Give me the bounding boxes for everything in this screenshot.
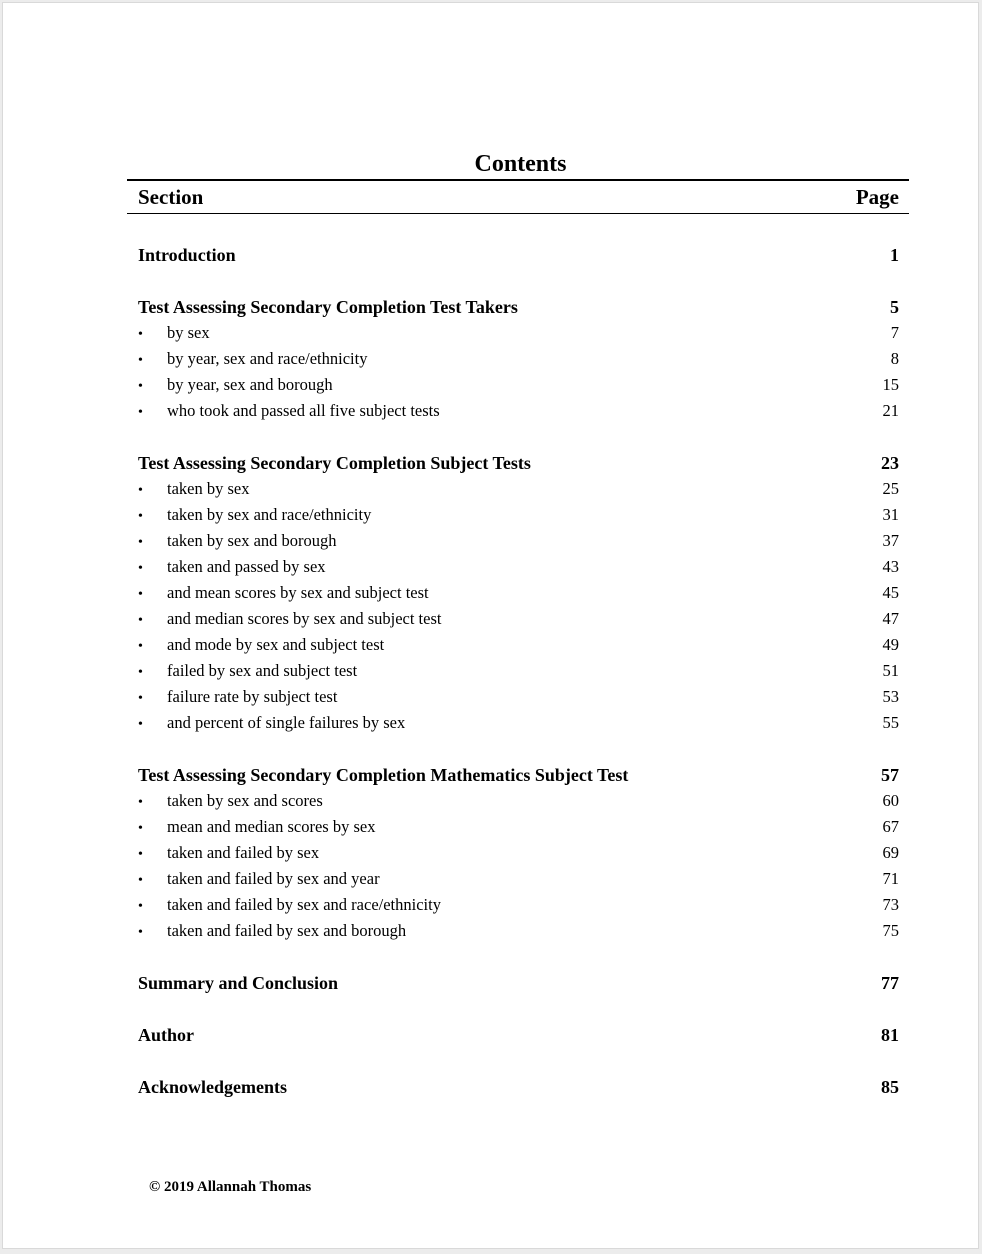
bullet-icon: •: [138, 639, 143, 654]
toc-section-row[interactable]: [127, 762, 909, 788]
section-spacer: [127, 1048, 909, 1074]
toc-entry[interactable]: [127, 476, 909, 502]
toc-entry-left: [138, 372, 333, 400]
page-column-header: Page: [855, 184, 899, 209]
toc-entry-page-number: 7: [890, 323, 899, 342]
toc-entry-page-number: 73: [882, 895, 899, 914]
section-page-number: 85: [881, 1077, 899, 1097]
bullet-icon: •: [138, 665, 143, 680]
document-page: [2, 2, 979, 1249]
page-title: Contents: [474, 151, 567, 177]
toc-entry-page-number: 43: [882, 557, 899, 576]
bullet-icon: •: [138, 795, 143, 810]
bullet-icon: •: [138, 535, 143, 550]
toc-entry-left: [138, 398, 440, 426]
bullet-icon: •: [138, 587, 143, 602]
toc-entry[interactable]: [127, 346, 909, 372]
toc-entry-label: failed by sex and subject test: [167, 661, 358, 680]
toc-section-row[interactable]: [127, 294, 909, 320]
toc-entry-left: [138, 892, 441, 920]
toc-entry-left: [138, 502, 371, 530]
toc-entry-label: by year, sex and race/ethnicity: [167, 349, 368, 368]
toc-entry-left: [138, 658, 357, 686]
toc-entry[interactable]: [127, 528, 909, 554]
toc-section: [127, 450, 909, 736]
bullet-icon: •: [138, 821, 143, 836]
section-title: Acknowledgements: [138, 1077, 287, 1097]
toc-section: [127, 1074, 909, 1100]
toc-entry-page-number: 71: [882, 869, 899, 888]
section-page-number: 5: [890, 297, 899, 317]
toc-entry-page-number: 25: [882, 479, 899, 498]
bullet-icon: •: [138, 483, 143, 498]
toc-entry-left: [138, 320, 210, 348]
toc-entry-left: [138, 554, 326, 582]
toc-entry[interactable]: [127, 892, 909, 918]
toc-entry-label: taken and failed by sex and borough: [167, 921, 407, 940]
section-page-number: 1: [890, 245, 899, 265]
toc-entry-left: [138, 580, 429, 608]
toc-entry-page-number: 31: [882, 505, 899, 524]
toc-entry-label: taken by sex and scores: [167, 791, 323, 810]
toc-entry-label: by year, sex and borough: [167, 375, 333, 394]
toc-entry-label: mean and median scores by sex: [167, 817, 376, 836]
copyright-notice: © 2019 Allannah Thomas: [149, 1179, 312, 1195]
bullet-icon: •: [138, 613, 143, 628]
bullet-icon: •: [138, 327, 143, 342]
section-spacer: [127, 268, 909, 294]
toc-entry[interactable]: [127, 684, 909, 710]
toc-entry-left: [138, 632, 384, 660]
toc-entry-label: and mean scores by sex and subject test: [167, 583, 429, 602]
toc-entry[interactable]: [127, 502, 909, 528]
toc-entry-page-number: 47: [882, 609, 899, 628]
toc-entry-page-number: 69: [882, 843, 899, 862]
toc-entry-left: [138, 918, 406, 946]
toc-section: [127, 242, 909, 268]
section-page-number: 77: [881, 973, 899, 993]
table-of-contents: [127, 149, 909, 1100]
toc-entry[interactable]: [127, 788, 909, 814]
toc-section: [127, 970, 909, 996]
toc-section-row[interactable]: [127, 970, 909, 996]
toc-entry-label: and mode by sex and subject test: [167, 635, 385, 654]
toc-section: [127, 762, 909, 944]
toc-entry[interactable]: [127, 918, 909, 944]
toc-entry[interactable]: [127, 658, 909, 684]
toc-entry-label: taken and failed by sex and race/ethnicity: [167, 895, 441, 914]
toc-entry-label: taken by sex and race/ethnicity: [167, 505, 372, 524]
toc-entry-page-number: 51: [882, 661, 899, 680]
toc-entry-label: taken by sex: [167, 479, 250, 498]
bullet-icon: •: [138, 873, 143, 888]
toc-entry-left: [138, 788, 323, 816]
toc-entry-page-number: 67: [882, 817, 899, 836]
section-spacer: [127, 214, 909, 242]
toc-entry-page-number: 37: [882, 531, 899, 550]
toc-entry-left: [138, 528, 337, 556]
section-spacer: [127, 944, 909, 970]
toc-entry-page-number: 55: [882, 713, 899, 732]
toc-section-row[interactable]: [127, 450, 909, 476]
section-spacer: [127, 736, 909, 762]
bullet-icon: •: [138, 847, 143, 862]
toc-entry-page-number: 15: [882, 375, 899, 394]
bullet-icon: •: [138, 925, 143, 940]
toc-entry[interactable]: [127, 606, 909, 632]
toc-entry-left: [138, 606, 441, 634]
bullet-icon: •: [138, 379, 143, 394]
section-title: Summary and Conclusion: [138, 973, 339, 993]
toc-entry-page-number: 60: [882, 791, 899, 810]
toc-entry-label: and percent of single failures by sex: [167, 713, 406, 732]
toc-entry-left: [138, 866, 380, 894]
toc-body: [127, 214, 909, 1100]
toc-section: [127, 1022, 909, 1048]
toc-entry-left: [138, 840, 319, 868]
bullet-icon: •: [138, 353, 143, 368]
toc-entry-left: [138, 346, 367, 374]
toc-entry-page-number: 45: [882, 583, 899, 602]
toc-entry-label: taken and failed by sex and year: [167, 869, 380, 888]
toc-entry[interactable]: [127, 398, 909, 424]
toc-entry-label: taken and passed by sex: [167, 557, 326, 576]
bullet-icon: •: [138, 691, 143, 706]
bullet-icon: •: [138, 405, 143, 420]
toc-entry[interactable]: [127, 866, 909, 892]
toc-entry-page-number: 75: [882, 921, 899, 940]
toc-entry[interactable]: [127, 554, 909, 580]
section-spacer: [127, 424, 909, 450]
toc-entry[interactable]: [127, 814, 909, 840]
toc-entry-page-number: 21: [882, 401, 899, 420]
toc-entry[interactable]: [127, 840, 909, 866]
bullet-icon: •: [138, 899, 143, 914]
section-spacer: [127, 996, 909, 1022]
section-title: Author: [138, 1025, 195, 1045]
toc-entry-page-number: 8: [890, 349, 899, 368]
toc-entry-label: taken by sex and borough: [167, 531, 337, 550]
toc-entry-left: [138, 684, 337, 712]
section-page-number: 23: [881, 453, 899, 473]
bullet-icon: •: [138, 717, 143, 732]
toc-header: [127, 179, 909, 214]
toc-entry[interactable]: [127, 632, 909, 658]
toc-entry-label: who took and passed all five subject tests: [167, 401, 440, 420]
bullet-icon: •: [138, 509, 143, 524]
toc-entry[interactable]: [127, 372, 909, 398]
toc-entry-left: [138, 814, 375, 842]
section-page-number: 57: [881, 765, 899, 785]
bullet-icon: •: [138, 561, 143, 576]
toc-entry-label: by sex: [167, 323, 210, 342]
section-title: Introduction: [138, 245, 236, 265]
section-column-header: Section: [138, 184, 204, 209]
toc-entry-page-number: 49: [882, 635, 899, 654]
toc-entry-left: [138, 710, 405, 738]
toc-entry[interactable]: [127, 710, 909, 736]
toc-entry-left: [138, 476, 249, 504]
toc-entry-label: failure rate by subject test: [167, 687, 338, 706]
toc-entry[interactable]: [127, 580, 909, 606]
toc-section: [127, 294, 909, 424]
toc-section-row[interactable]: [127, 242, 909, 268]
toc-entry[interactable]: [127, 320, 909, 346]
section-title: Test Assessing Secondary Completion Test Takers: [138, 297, 518, 317]
section-title: Test Assessing Secondary Completion Subject Tests: [138, 453, 531, 473]
toc-entry-label: taken and failed by sex: [167, 843, 320, 862]
toc-section-row[interactable]: [127, 1074, 909, 1100]
toc-entry-page-number: 53: [882, 687, 899, 706]
section-page-number: 81: [881, 1025, 899, 1045]
toc-section-row[interactable]: [127, 1022, 909, 1048]
toc-entry-label: and median scores by sex and subject test: [167, 609, 442, 628]
section-title: Test Assessing Secondary Completion Mathematics Subject Test: [138, 765, 629, 785]
